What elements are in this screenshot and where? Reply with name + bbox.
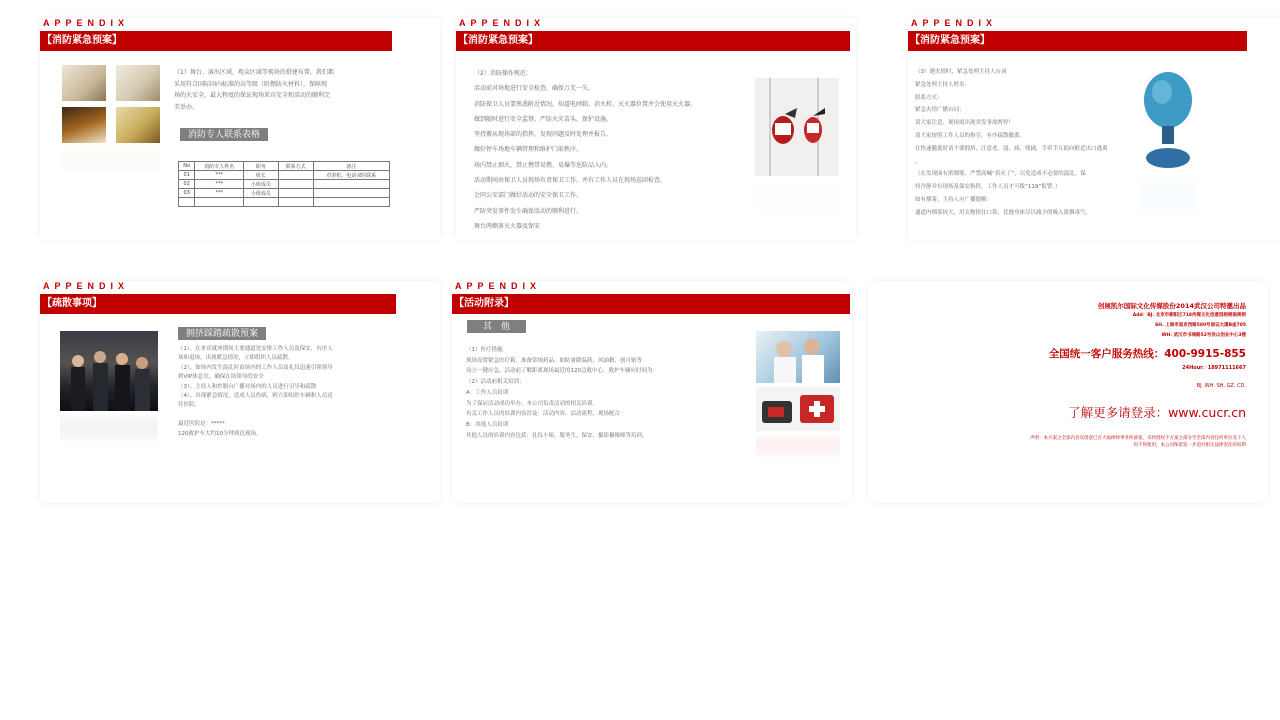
hotline-24h: 24Hour：18971111667 [1182,365,1246,371]
address-sh: SH. 上海市南京西路580号南证大厦B座705 [1155,323,1246,328]
photo-reflection [755,178,839,218]
slide-title: 【消防紧急预案】 [40,31,392,51]
stampede-plan-heading: 拥挤踩踏疏散预案 [178,327,266,340]
photo-reflection [756,433,840,459]
col-no: No [179,162,195,171]
slide-fire-plan-3 [908,18,1280,240]
fire-contacts-table [178,161,390,207]
slide-title: 【活动附录】 [452,294,850,314]
fire-extinguisher-photo [755,78,839,176]
address-list [1133,311,1246,341]
service-hotline: 全国统一客户服务热线：400-9915-855 [1048,348,1246,360]
slide-fire-plan-1 [40,18,440,240]
first-aid-kit-photo [756,387,840,431]
burn-test-photo-1 [62,65,106,101]
evacuation-text: （1）、在来宾就座期间主要通道处安排工作人员及保安，有序人 场和退场，出现紧急情况，立即组织人员疏散。 （2）、如场内发生混乱时由场内的工作人员及礼仪迅速引领领导 到VIP休息室，确保在场领导的安全 （3）、主持人和控制台广播对场内的人员进行引导和疏散 （4）、出现紧急情况，造成人员伤病，则立即组织车辆和人员送 往医院。 最近医院是：***** 120救护车大约10分钟到达现场。 [178,346,333,437]
table-row: 02 *** 小组成员 [179,180,390,189]
photo-reflection [60,413,158,443]
table-header-row [179,162,390,171]
appendix-label: APPENDIX [43,18,130,28]
city-list: BJ. WH. SH. GZ. CD. [1196,383,1246,389]
burn-test-photo-2 [116,65,160,101]
col-contact: 联系方式 [278,162,313,171]
address-bj: Add：BJ. 北京市朝阳区718传媒文化创意园梧桐南街梧 [1132,313,1246,318]
medical-staff-icon [756,331,840,383]
other-heading: 其 他 [467,320,526,333]
col-name: 消防专人姓名 [195,162,244,171]
appendix-label: APPENDIX [455,281,542,291]
fire-extinguisher-icon [755,78,839,176]
slide-fire-plan-2 [456,18,856,240]
fire-procedure-text: （2）消防操作规范： 活动前对场地进行安全检查，确保万无一失。 消防保卫人员要熟悉附近情况，知道电闸箱、消火栓、灭火器位置并会使用灭火器。 做到随时进行安全监督，严防火灾苗头，保护设施。 坚持搬从现场部的指挥，发现问题及时处理并报告。 做好停车场地车辆管理和维护门前秩序。 场内禁止烟火，禁止携带易燃、易爆等危险品入内。 活动期间由保卫人员现场负责保卫工作，并有工作人员在现场巡回检查。 会同公安部门做好活动的安全保卫工作。 严防突发事件发生确保活动的顺利进行。 舞台两侧备灭火器及保安 [474,70,697,230]
appendix-text: （1）医疗措施： 现场设置紧急医疗箱，准备常规药品，如防暑降温药、风油精、创可贴等 设立一键应急，活动前了解距离现场最近的120急救中心，救护车辆应时间为： （2）活动前相关培训： A：工作人员培训 为了保证活动成功举办，本公司负责活动的相关培训。 有关工作人员的培训内容涉及：活动内容、活动流程、现场配合 B：其他人员培训 其他人员的培训内容包括：礼仪小姐、服务生、保安、摄影摄像师等培训。 [466,347,659,439]
disclaimer: 声明：本方案之全部内容及创意已在大福律师事务所备案，未经授权不方案之部分至全部内容任何单位及个人 均不得使用，本公司保留追一步追究相关法律责任的权利 [1030,436,1246,448]
slide-evacuation [40,281,440,503]
address-wh: WH. 武汉市书城路52号洪山创业中心3楼 [1161,333,1246,338]
slide-title: 【消防紧急预案】 [456,31,850,51]
table-row: 01 *** 组长 对讲机、电话双时联系 [179,171,390,180]
crowd-icon [60,331,158,411]
appendix-label: APPENDIX [911,18,998,28]
intro-text: （1）舞台、演出区域、观众区域等现场的搭建布置，我们都 采用符合国际国内标准的高等级（阻燃防火材料），保障现 场的火安全，最大程度的保证现场来宾安全和活动的顺利完 美举办。 [174,69,334,111]
burn-test-photo-4 [116,107,160,143]
slide-activity-appendix [452,281,852,503]
appendix-label: APPENDIX [459,18,546,28]
microphone-photo [1138,70,1198,174]
photo-reflection [62,144,160,174]
website-link[interactable]: 了解更多请登录：www.cucr.cn [1068,405,1246,420]
photo-reflection [1140,176,1196,216]
medical-staff-photo [756,331,840,383]
crowd-photo [60,331,158,411]
appendix-label: APPENDIX [43,281,130,291]
slide-title: 【消防紧急预案】 [908,31,1247,51]
microphone-icon [1138,70,1198,174]
first-aid-kit-icon [756,387,840,431]
slide-contact-info [868,281,1268,503]
company-name: 创展凯尔国际文化传媒股份2014武汉公司特邀出品 [1097,302,1246,310]
burn-test-photo-3 [62,107,106,143]
table-row [179,198,390,207]
col-role: 职务 [244,162,279,171]
col-notes: 备注 [313,162,389,171]
table-row: 03 *** 小组成员 [179,189,390,198]
contacts-heading: 消防专人联系表格 [180,128,268,141]
slide-title: 【疏散事项】 [40,294,396,314]
emergency-script-text: （3）遇火情时，紧急处理主持人台词 紧急处理主持人姓名： 联系方式： 紧急火情广播台词： 请大家注意，现场需出现突发事故暂停！ 请大家按照工作人员的指引，有序疏散撤离。 在快速撤离时请不要拥挤，注意老、弱、病、残辅，手牵手互助向附近出口逃离 ， （在发现面有浓烟雾，严禁高喊“着火了”，以免造成不必要的混乱。保 持冷静并有现场及保安指挥，工作人员才可拨“119”报警。） 如有烟雾，主持人应广播提醒： 通道内烟雾较大，用衣物捂住口鼻，伏地身体尽以减少的吸入浓烟毒气。 [915,69,1108,216]
